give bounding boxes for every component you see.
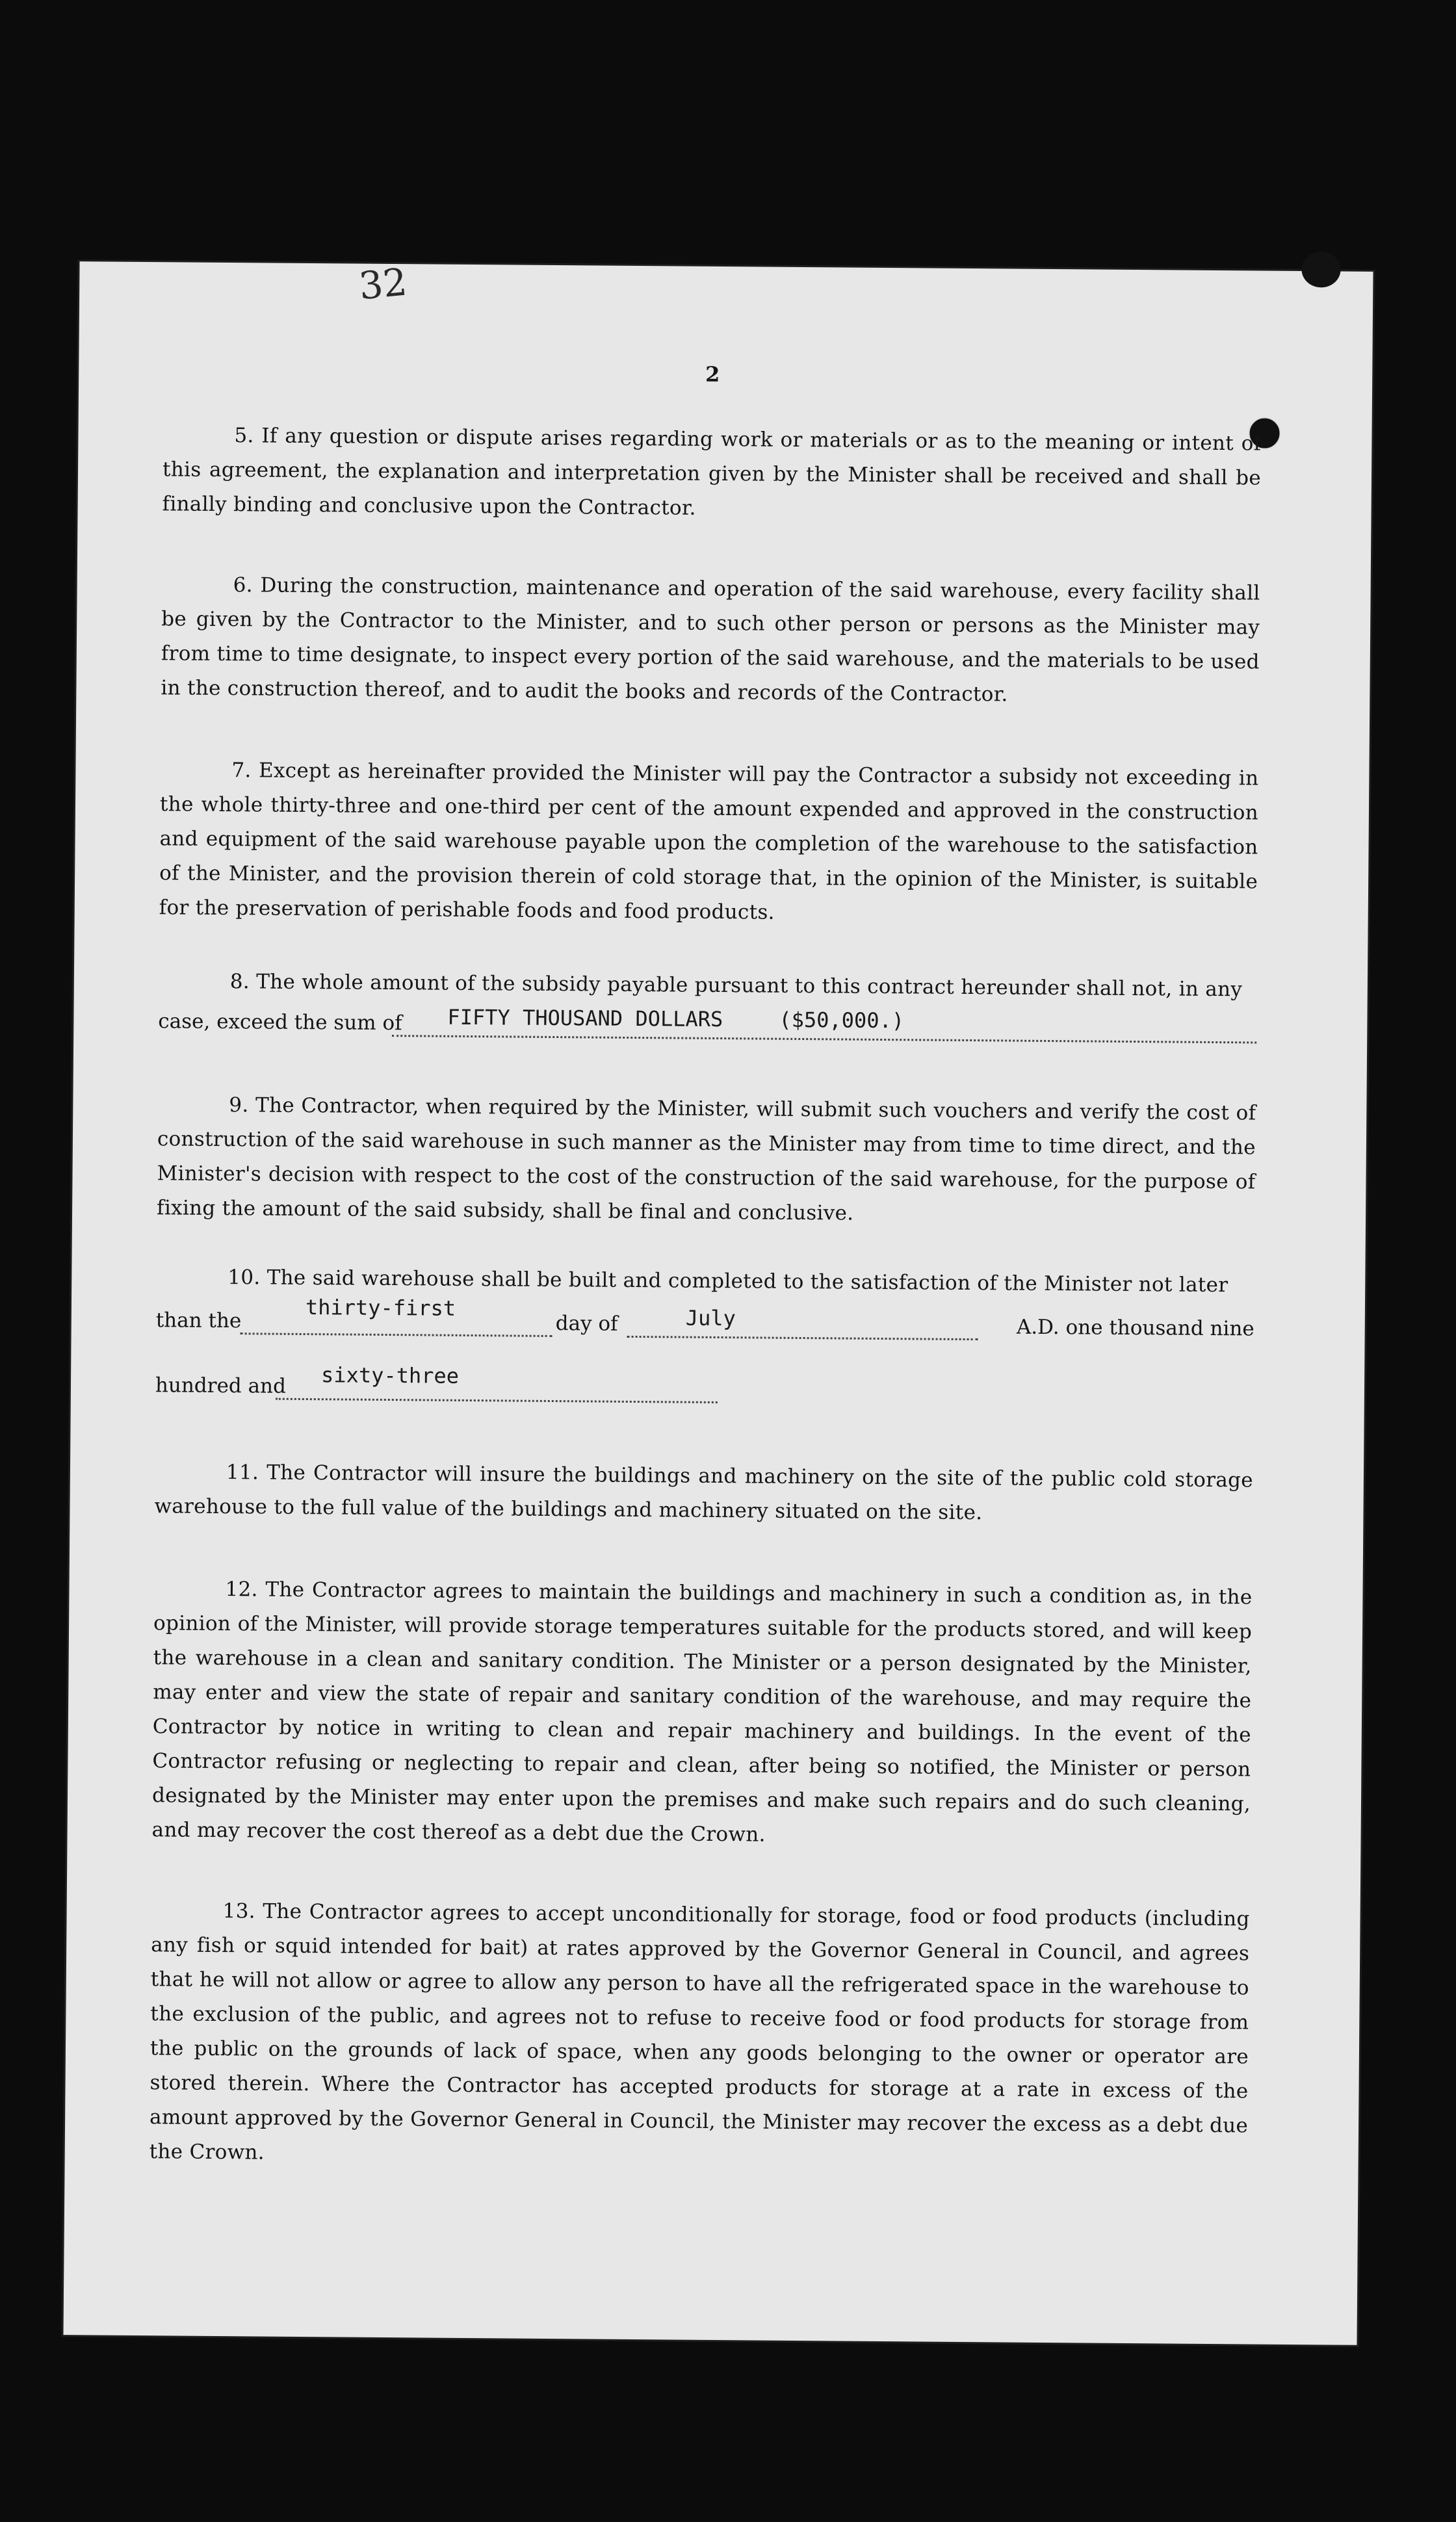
punch-hole-top [1301, 252, 1340, 287]
clause-8-label: case, exceed the sum of [158, 1009, 402, 1035]
clause-5: 5. If any question or dispute arises regarding work or materials or as to the meaning or intent of this agreement, the explanation and interpretation given by the Minister shall be received and shall be finally binding and conclusive upon the Contractor. [162, 424, 1262, 520]
clause-8-amount-line [158, 1000, 1256, 1047]
clause-8: 8. The whole amount of the subsidy payable pursuant to this contract hereunder shall not, in any [229, 970, 1243, 1002]
page-content [148, 259, 1262, 2344]
year-value: sixty-three [320, 1362, 460, 1388]
clause-11: 11. The Contractor will insure the buildings and machinery on the site of the public cold storage warehouse to the full value of the buildings and machinery situated on the site. [154, 1461, 1254, 1525]
document-page [64, 261, 1373, 2345]
clause-12: 12. The Contractor agrees to maintain the buildings and machinery in such a condition as, in the opinion of the Minister, will provide storage temperatures suitable for the products stored, and will keep the warehouse in a clean and sanitary condition. The Minister or a person designated by the Minister, may enter and view the state of repair and sanitary condition of the warehouse, and may require the Contractor by notice in writing to clean and repair machinery and buildings. In the event of the Contractor refusing or neglecting to repair and clean, after being so notified, the Minister or person designated by the Minister may enter upon the premises and make such repairs and do such cleaning, and may recover the cost thereof as a debt due the Crown. [151, 1578, 1253, 1847]
ad-label: A.D. one thousand nine [1016, 1315, 1254, 1341]
page-number: 2 [705, 361, 720, 387]
clause-6: 6. During the construction, maintenance and operation of the said warehouse, every facility shall be given by the Contractor to the Minister, and to such other person or persons as the Minister may from time to time designate, to inspect every portion of the said warehouse, and the materials to be used in the construction thereof, and to audit the books and records of the Contractor. [161, 573, 1260, 707]
day-value: thirty-first [305, 1295, 456, 1321]
amount-figure: ($50,000.) [779, 1007, 905, 1034]
day-of-label: day of [555, 1312, 618, 1336]
handwritten-folio-number: 32 [357, 259, 410, 309]
amount-words: FIFTY THOUSAND DOLLARS [447, 1004, 723, 1032]
hundred-and-label: hundred and [155, 1373, 287, 1398]
month-value: July [685, 1305, 736, 1331]
month-fill-line [627, 1300, 978, 1340]
clause-7: 7. Except as hereinafter provided the Minister will pay the Contractor a subsidy not exceeding in the whole thirty-three and one-third per cent of the amount expended and approved in the construction and equipment of the said warehouse payable upon the completion of the warehouse to the satisfaction of the Minister, and the provision therein of cold storage that, in the opinion of the Minister, is suitable for the preservation of perishable foods and food products. [159, 759, 1259, 924]
clause-9: 9. The Contractor, when required by the Minister, will submit such vouchers and verify the cost of construction of the said warehouse in such manner as the Minister may from time to time direct, and the Minister's decision with respect to the cost of the construction of the said warehouse, for the purpose of fixing the amount of the said subsidy, shall be final and conclusive. [156, 1093, 1256, 1225]
clause-10: 10. The said warehouse shall be built and completed to the satisfaction of the Minister not later [228, 1266, 1228, 1297]
clause-10-date-line [155, 1295, 1254, 1346]
clause-13: 13. The Contractor agrees to accept unconditionally for storage, food or food products (including any fish or squid intended for bait) at rates approved by the Governor General in Council, and agrees that he will not allow or agree to allow any person to have all the refrigerated space in the warehouse to the exclusion of the public, and agrees not to refuse to receive food or food products for storage from the public on the grounds of lack of space, when any goods belonging to the owner or operator are stored therein. Where the Contractor has accepted products for storage at a rate in excess of the amount approved by the Governor General in Council, the Minister may recover the excess as a debt due the Crown. [149, 1899, 1250, 2164]
than-the-label: than the [155, 1308, 242, 1333]
clause-10-year-line [155, 1364, 1254, 1411]
